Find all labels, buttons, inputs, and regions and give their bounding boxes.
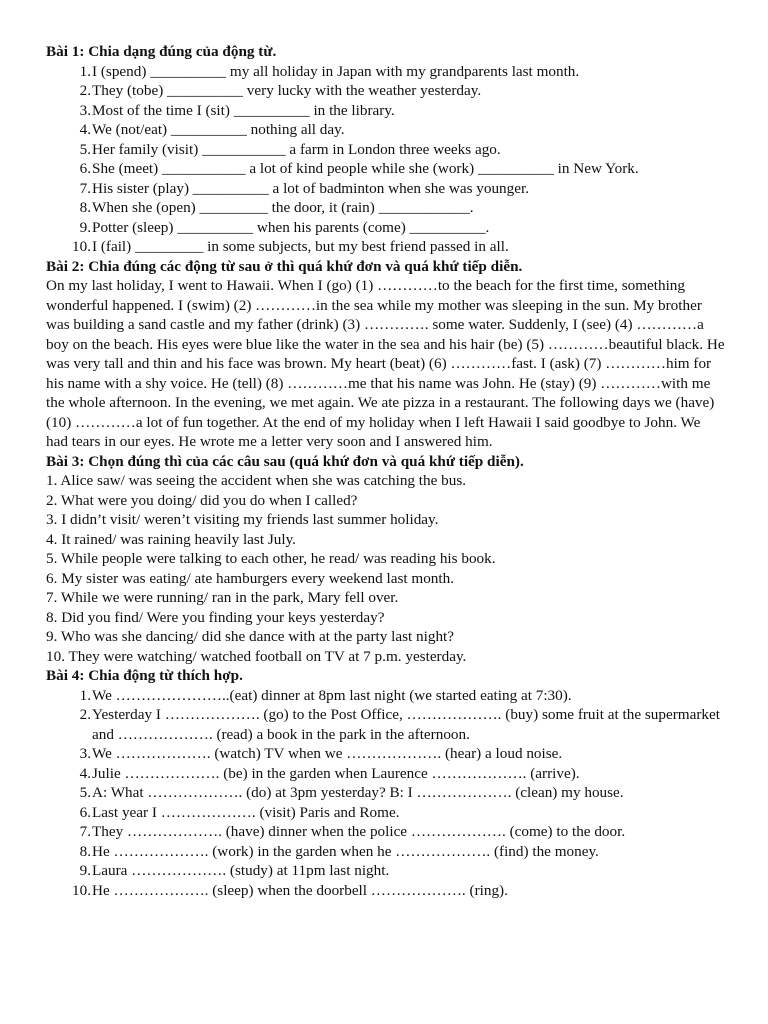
section-4-list [46,686,726,901]
list-item: 4. It rained/ was raining heavily last July. [46,530,296,548]
list-item: 9. Laura ………………. (study) at 11pm last night. [79,862,390,879]
list-item: 6. She (meet) ___________ a lot of kind people while she (work) __________ in New York. [79,160,639,177]
list-item: 8. He ………………. (work) in the garden when he ………………. (find) the money. [79,842,599,860]
list-item: 2. They (tobe) __________ very lucky with the weather yesterday. [79,82,482,99]
list-item: 7. They ………………. (have) dinner when the police ………………. (come) to the door. [79,823,626,840]
list-item: 5. A: What ………………. (do) at 3pm yesterday? B: I ………………. (clean) my house. [79,784,624,801]
list-item: 9. Who was she dancing/ did she dance with at the party last night? [46,628,454,645]
section-3-list [46,471,726,666]
section-1-list [46,62,726,257]
list-item: 3. We ………………. (watch) TV when we ………………. (hear) a loud noise. [79,745,563,762]
list-item: 6. My sister was eating/ ate hamburgers every weekend last month. [46,569,454,587]
list-item: 1. Alice saw/ was seeing the accident when she was catching the bus. [46,472,467,489]
section-4-heading: Bài 4: Chia động từ thích hợp. [46,667,243,684]
section-1-heading: Bài 1: Chia dạng đúng của động từ. [46,43,277,60]
list-item: 2. What were you doing/ did you do when I called? [46,491,358,509]
list-item: 1. I (spend) __________ my all holiday in Japan with my grandparents last month. [79,62,580,80]
list-item: 5. While people were talking to each other, he read/ was reading his book. [46,550,496,567]
list-item: 8. Did you find/ Were you finding your keys yesterday? [46,608,385,626]
list-item: 9. Potter (sleep) __________ when his parents (come) __________. [79,218,490,236]
list-item: 6. Last year I ………………. (visit) Paris and Rome. [79,803,400,821]
worksheet [46,42,726,900]
list-item: 3. Most of the time I (sit) __________ in the library. [79,101,395,119]
list-item: 5. Her family (visit) ___________ a farm in London three weeks ago. [79,140,501,158]
list-item: 2. Yesterday I ………………. (go) to the Post Office, ………………. (buy) some fruit at the supermarket and ………………. (read) a book in the park in the afternoon. [79,706,720,743]
list-item: 1. We …………………..(eat) dinner at 8pm last night (we started eating at 7:30). [79,686,572,704]
list-item: 10. I (fail) _________ in some subjects, but my best friend passed in all. [72,238,509,255]
section-2-paragraph: On my last holiday, I went to Hawaii. When I (go) (1) …………to the beach for the first time, something wonderful happened. I (swim) (2) …………in the sea while my mother was sleeping in the sun. My brother was building a sand castle and my father (drink) (3) …………. some water. Suddenly, I (see) (4) …………a boy on the beach. His eyes were blue like the water in the sea and his hair (be) (5) …………beautiful black. He was very tall and thin and his face was brown. My heart (beat) (6) …………fast. I (ask) (7) …………him for his name with a shy voice. He (tell) (8) …………me that his name was John. He (stay) (9) …………with me the whole afternoon. In the evening, we met again. We ate pizza in a restaurant. The following days we (have) (10) …………a lot of fun together. At the end of my holiday when I left Hawaii I said goodbye to John. We had tears in our eyes. He wrote me a letter very soon and I answered him. [46,277,725,450]
list-item: 7. While we were running/ ran in the park, Mary fell over. [46,589,399,606]
list-item: 8. When she (open) _________ the door, it (rain) ____________. [79,199,474,216]
list-item: 3. I didn’t visit/ weren’t visiting my friends last summer holiday. [46,511,439,528]
list-item: 7. His sister (play) __________ a lot of badminton when she was younger. [79,179,529,197]
list-item: 10. He ………………. (sleep) when the doorbell ………………. (ring). [72,881,508,899]
list-item: 4. We (not/eat) __________ nothing all day. [79,121,345,138]
list-item: 10. They were watching/ watched football on TV at 7 p.m. yesterday. [46,647,467,665]
list-item: 4. Julie ………………. (be) in the garden when Laurence ………………. (arrive). [79,764,580,782]
section-3-heading: Bài 3: Chọn đúng thì của các câu sau (quá khứ đơn và quá khứ tiếp diễn). [46,452,524,470]
section-2-heading: Bài 2: Chia đúng các động từ sau ở thì quá khứ đơn và quá khứ tiếp diễn. [46,257,523,275]
